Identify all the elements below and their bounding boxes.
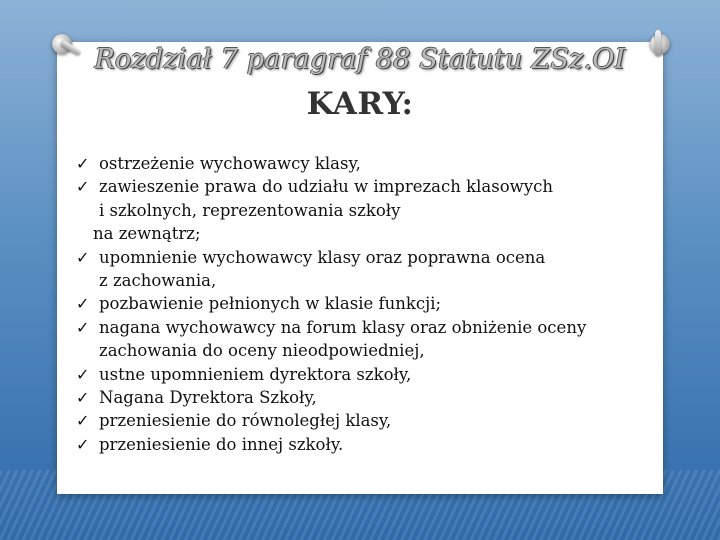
checkmark-icon: ✓ [76,154,90,173]
checkmark-icon: ✓ [76,317,90,337]
checkmark-icon: ✓ [76,364,90,384]
list-item: ✓ nagana wychowawcy na forum klasy oraz obniżenie oceny zachowania do oceny nieodpowiedniej, [76,317,587,361]
checkmark-icon: ✓ [76,411,90,431]
slide-subtitle: KARY: [306,86,414,122]
list-item: ✓ Nagana Dyrektora Szkoły, [76,386,656,409]
checkmark-icon: ✓ [76,434,90,454]
list-item: ✓ ostrzeżenie wychowawcy klasy, [76,152,656,175]
list-item: ✓ przeniesienie do innej szkoły. [76,433,656,456]
checkmark-icon: ✓ [76,294,90,314]
list-item: na zewnątrz; [93,224,201,244]
list-item: ✓ upomnienie wychowawcy klasy oraz poprawna ocena z zachowania, [76,247,546,291]
checkmark-icon: ✓ [76,177,90,197]
list-item: ✓ przeniesienie do równoległej klasy, [76,409,656,432]
checkmark-icon: ✓ [76,247,90,267]
slide-title: Rozdział 7 paragraf 88 Statutu ZSz.OI [94,44,626,75]
list-item: ✓ ustne upomnieniem dyrektora szkoły, [76,363,656,386]
list-item: ✓ pozbawienie pełnionych w klasie funkcji; [76,292,656,315]
penalties-list [76,152,656,456]
list-item: ✓ zawieszenie prawa do udziału w imprezach klasowych i szkolnych, reprezentowania szkoły [76,177,553,220]
checkmark-icon: ✓ [76,388,90,408]
